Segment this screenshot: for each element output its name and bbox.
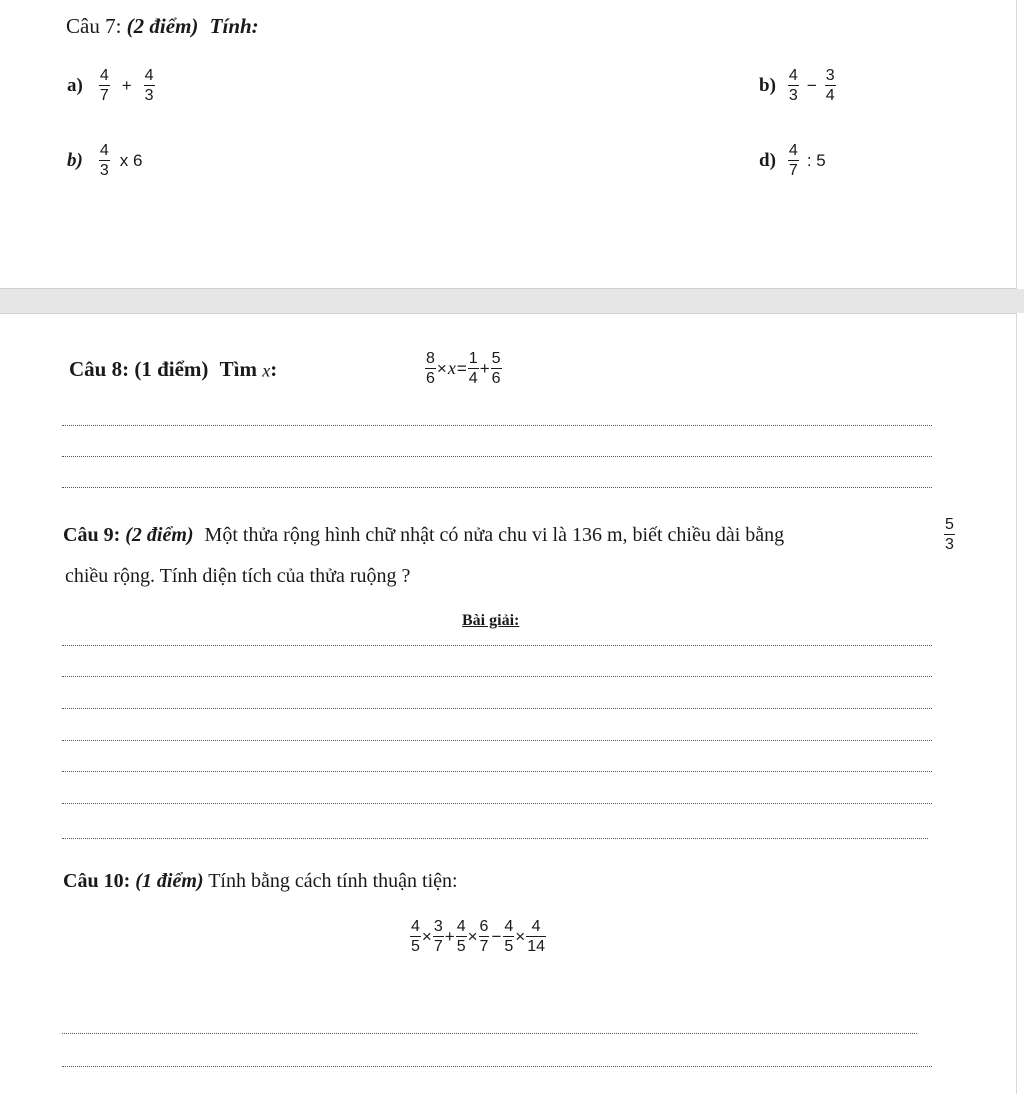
q8-label: Câu 8:: [69, 357, 130, 381]
operator: =: [456, 358, 467, 378]
operator: +: [444, 926, 455, 946]
q8-var: x: [262, 360, 271, 381]
q10-points: (1 điểm): [135, 870, 204, 892]
page-top: [0, 0, 1017, 289]
fraction: $\frac{4}{14}$: [527, 918, 546, 955]
operator: −: [491, 926, 502, 946]
fraction: $\frac{4}{3}$: [144, 67, 154, 104]
fraction: $\frac{4}{3}$: [99, 142, 109, 179]
operator: +: [479, 358, 490, 378]
fraction: $\frac{8}{6}$: [426, 350, 435, 387]
item-label: a): [67, 74, 83, 96]
q9-text-1: Một thửa rộng hình chữ nhật có nửa chu vi là 136 m, biết chiều dài bằng: [204, 524, 785, 546]
q9-points: (2 điểm): [125, 524, 194, 546]
answer-line: [62, 456, 932, 457]
answer-line: [62, 838, 928, 839]
answer-line: [62, 803, 932, 804]
q7-heading: [66, 14, 259, 39]
q10-title: Tính bằng cách tính thuận tiện:: [208, 870, 458, 892]
q9-label: Câu 9:: [63, 524, 121, 546]
fraction: $\frac{3}{4}$: [825, 67, 835, 104]
fraction: $\frac{4}{7}$: [99, 67, 109, 104]
q9-line-1: [63, 524, 784, 547]
fraction: $\frac{1}{4}$: [468, 350, 478, 387]
fraction: $\frac{4}{3}$: [788, 67, 798, 104]
q9-text-2: chiều rộng. Tính diện tích của thửa ruộng ?: [65, 565, 411, 587]
fraction: $\frac{4}{7}$: [788, 142, 798, 179]
answer-line: [62, 1066, 932, 1067]
operator-tail: : 5: [806, 150, 826, 170]
q9-fraction: $\frac{5}{3}$: [945, 516, 954, 553]
operator: +: [121, 75, 132, 95]
q10-label: Câu 10:: [63, 870, 131, 892]
operator: −: [806, 75, 817, 95]
answer-line: [62, 645, 932, 646]
answer-line: [62, 676, 932, 677]
fraction: $\frac{4}{5}$: [411, 918, 420, 955]
fraction: $\frac{4}{5}$: [456, 918, 466, 955]
page-gap: [0, 289, 1024, 313]
answer-line: [62, 425, 932, 426]
variable-x: x: [447, 358, 456, 378]
q10-heading: [63, 870, 458, 893]
q8-points: (1 điểm): [134, 357, 209, 381]
q8-equation: [425, 349, 502, 388]
answer-line: [62, 487, 932, 488]
answer-line: [62, 708, 932, 709]
answer-line: [62, 771, 932, 772]
q7-title: Tính:: [209, 14, 259, 38]
item-label: b): [759, 74, 776, 96]
page-bottom: [0, 313, 1017, 1094]
q7-item-d: [759, 141, 830, 180]
fraction: $\frac{3}{7}$: [433, 918, 443, 955]
solution-label: Bài giải:: [462, 612, 520, 629]
operator: ×: [421, 926, 432, 946]
operator: ×: [467, 926, 478, 946]
q8-title: Tìm: [219, 357, 258, 381]
q8-heading: [69, 357, 277, 382]
q8-colon: :: [270, 357, 278, 381]
q10-expression: [410, 917, 546, 956]
fraction: $\frac{5}{6}$: [491, 350, 501, 387]
item-label: d): [759, 149, 776, 171]
q7-points: (2 điểm): [126, 14, 199, 38]
q7-label: Câu 7:: [66, 14, 122, 38]
q7-item-a: [67, 66, 155, 105]
q7-item-c: [67, 141, 146, 180]
operator: ×: [436, 358, 447, 378]
operator-tail: x 6: [119, 150, 143, 170]
operator: ×: [515, 926, 526, 946]
fraction: $\frac{6}{7}$: [479, 918, 489, 955]
answer-line: [62, 1033, 917, 1034]
answer-line: [62, 740, 932, 741]
fraction: $\frac{4}{5}$: [504, 918, 514, 955]
q7-item-b: [759, 66, 836, 105]
item-label: b): [67, 149, 83, 171]
